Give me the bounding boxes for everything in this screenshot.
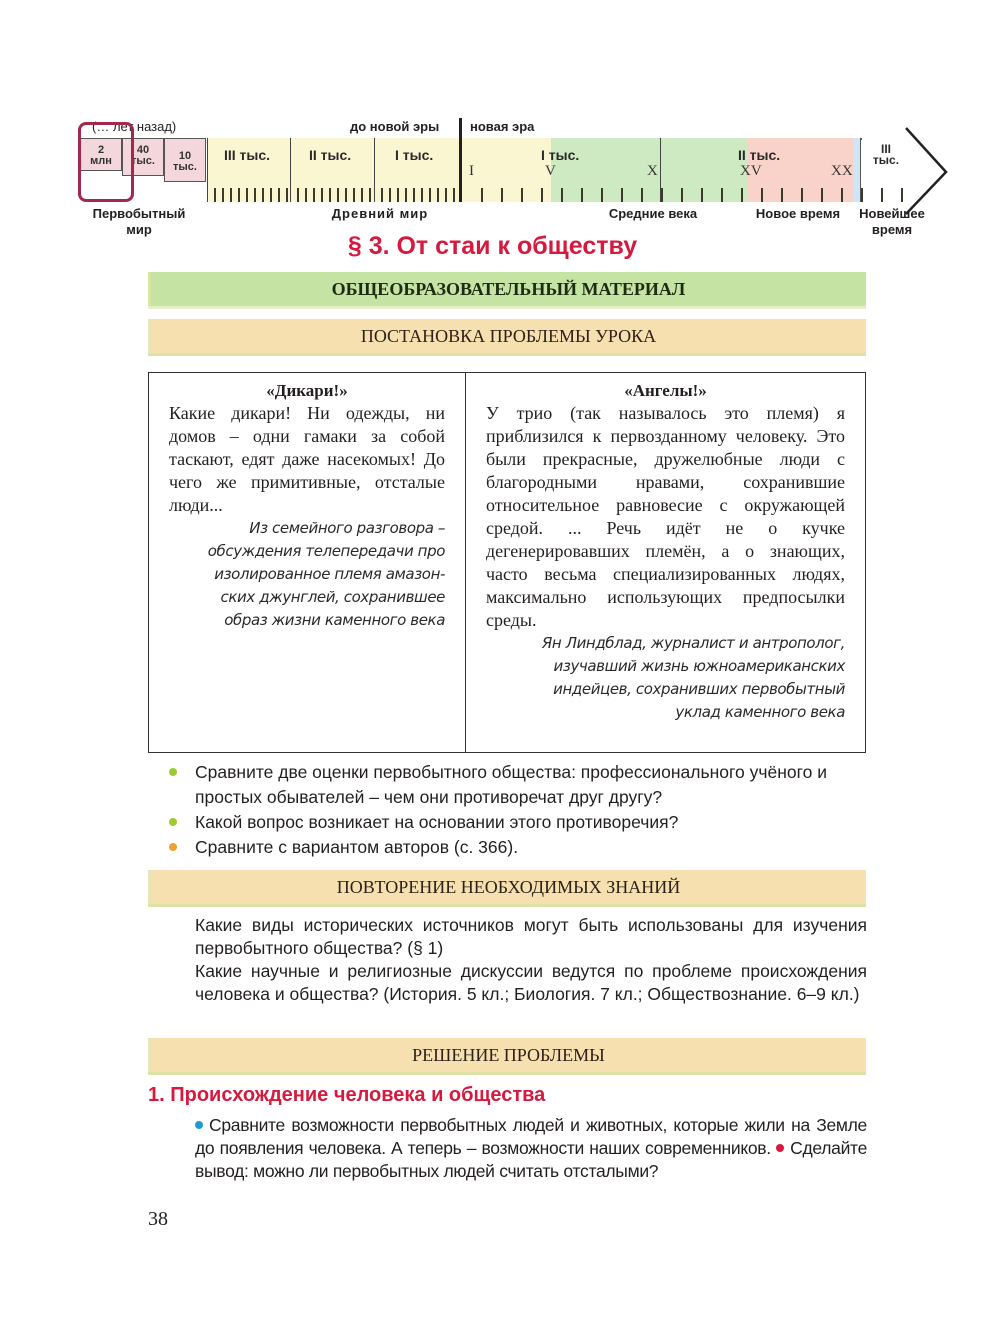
quote-table xyxy=(148,372,866,753)
question-item xyxy=(165,760,865,810)
timeline xyxy=(0,0,985,245)
bullet-dot-icon xyxy=(169,768,177,776)
banner-recall-knowledge: ПОВТОРЕНИЕ НЕОБХОДИМЫХ ЗНАНИЙ xyxy=(148,870,866,904)
timeline-ad-millennium-3: III тыс. xyxy=(872,142,900,167)
bullet-dot-icon xyxy=(169,818,177,826)
era-label-modern: Новое время xyxy=(755,206,841,221)
quote-source: Ян Линдблад, журналист и антрополог, изучавший жизнь южноамериканских индейцев, сохранивших первобытный уклад каменного века xyxy=(541,634,845,721)
banner-general-material: ОБЩЕОБРАЗОВАТЕЛЬНЫЙ МАТЕРИАЛ xyxy=(148,272,866,306)
question-text: Сравните с вариантом авторов (с. 366). xyxy=(195,837,519,857)
century-label: XV xyxy=(740,163,762,179)
era-label-prehistoric: Первобытный мир xyxy=(92,206,186,237)
tick-mark xyxy=(561,188,563,202)
timeline-bc-label: до новой эры xyxy=(350,119,440,134)
ad-ticks xyxy=(207,184,917,202)
paragraph-title: § 3. От стаи к обществу xyxy=(347,232,638,260)
tick-mark xyxy=(521,188,523,202)
question-item xyxy=(165,835,865,860)
bullet-dot-icon xyxy=(169,843,177,851)
tick-mark xyxy=(841,188,843,202)
tick-mark xyxy=(601,188,603,202)
timeline-ago-label: (… лет назад) xyxy=(92,119,177,134)
tick-mark xyxy=(861,188,863,202)
page-number: 38 xyxy=(148,1208,168,1230)
tick-mark xyxy=(581,188,583,202)
era-label-ancient: Древний мир xyxy=(331,206,429,221)
tick-mark xyxy=(681,188,683,202)
era-label-newest: Новейшее время xyxy=(859,206,925,237)
question-text: Сравните две оценки первобытного общества: профессионального учёного и простых обывателей – чем они противоречат друг другу? xyxy=(195,762,827,807)
timeline-box-label: 10 тыс. xyxy=(173,150,197,173)
tick-mark xyxy=(701,188,703,202)
quote-heading: «Дикари!» xyxy=(266,381,348,400)
quote-column-savages xyxy=(149,373,466,752)
tick-mark xyxy=(821,188,823,202)
timeline-ad-label: новая эра xyxy=(470,119,535,134)
quote-body: У трио (так называлось это племя) я приблизился к первозданному человеку. Это были прекрасные, дружелюбные люди с благородными нравами, сохранившие относительное равновесие с окружающей средой. ... Речь идёт не о кучке дегенерировавших племён, а о знающих, часто весьма специализированных людях, максимально использующих предпосылки среды. xyxy=(486,403,845,630)
timeline-millennium-label: I тыс. xyxy=(395,147,434,163)
quote-source: Из семейного разговора – обсуждения телепередачи про изолированное племя амазон- ских джунглей, сохранившее образ жизни каменного века xyxy=(207,519,445,629)
era-divider xyxy=(459,118,462,202)
timeline-bar xyxy=(207,138,917,202)
timeline-ad-millennium-1: I тыс. xyxy=(541,147,580,163)
tick-mark xyxy=(481,188,483,202)
banner-problem-solution: РЕШЕНИЕ ПРОБЛЕМЫ xyxy=(148,1038,866,1072)
era-label-medieval: Средние века xyxy=(608,206,698,221)
bullet-dot-icon xyxy=(776,1144,784,1152)
timeline-ad-millennium-2: II тыс. xyxy=(738,147,781,163)
timeline-arrow-icon xyxy=(900,126,952,216)
timeline-box-10k xyxy=(164,138,206,182)
quote-heading: «Ангелы!» xyxy=(624,381,707,400)
bullet-dot-icon xyxy=(195,1121,203,1129)
question-text: Какой вопрос возникает на основании этого противоречия? xyxy=(195,812,679,832)
tick-mark xyxy=(741,188,743,202)
century-label: I xyxy=(469,163,474,179)
century-label: XX xyxy=(831,163,853,179)
question-list xyxy=(165,760,865,860)
quote-body: Какие дикари! Ни одежды, ни домов – одни гамаки за собой таскают, едят даже насекомых! До чего же примитивные, отсталые люди... xyxy=(169,403,445,515)
recall-question: Какие виды исторических источников могут быть использованы для изучения первобытного общества? (§ 1) xyxy=(195,915,867,958)
recall-question: Какие научные и религиозные дискуссии ведутся по проблеме происхождения человека и общества? (История. 5 кл.; Биология. 7 кл.; Обществознание. 6–9 кл.) xyxy=(195,961,867,1004)
tick-mark xyxy=(761,188,763,202)
section-heading: 1. Происхождение человека и общества xyxy=(148,1084,546,1106)
task-compare: Сравните возможности первобытных людей и животных, которые жили на Земле до появления человека. А теперь – возможности наших современников. xyxy=(195,1115,867,1158)
task-conclude: Сделайте вывод: можно ли первобытных людей считать отсталыми? xyxy=(195,1138,867,1181)
current-period-frame xyxy=(78,122,134,202)
tick-mark xyxy=(501,188,503,202)
century-label: V xyxy=(545,163,556,179)
tick-mark xyxy=(541,188,543,202)
timeline-millennium-label: II тыс. xyxy=(309,147,352,163)
tick-mark xyxy=(641,188,643,202)
timeline-millennium-label: III тыс. xyxy=(224,147,271,163)
tick-mark xyxy=(881,188,883,202)
tick-mark xyxy=(621,188,623,202)
tick-mark xyxy=(721,188,723,202)
timeline-box-label: 40 тыс. xyxy=(131,144,155,167)
tick-mark xyxy=(781,188,783,202)
recall-text xyxy=(195,914,867,1006)
timeline-box-label: 2 млн xyxy=(90,144,112,167)
century-label: X xyxy=(647,163,658,179)
question-item xyxy=(165,810,865,835)
section-task xyxy=(195,1114,867,1183)
tick-mark xyxy=(801,188,803,202)
banner-problem-statement: ПОСТАНОВКА ПРОБЛЕМЫ УРОКА xyxy=(148,319,866,353)
tick-mark xyxy=(661,188,663,202)
quote-column-angels xyxy=(466,373,865,752)
